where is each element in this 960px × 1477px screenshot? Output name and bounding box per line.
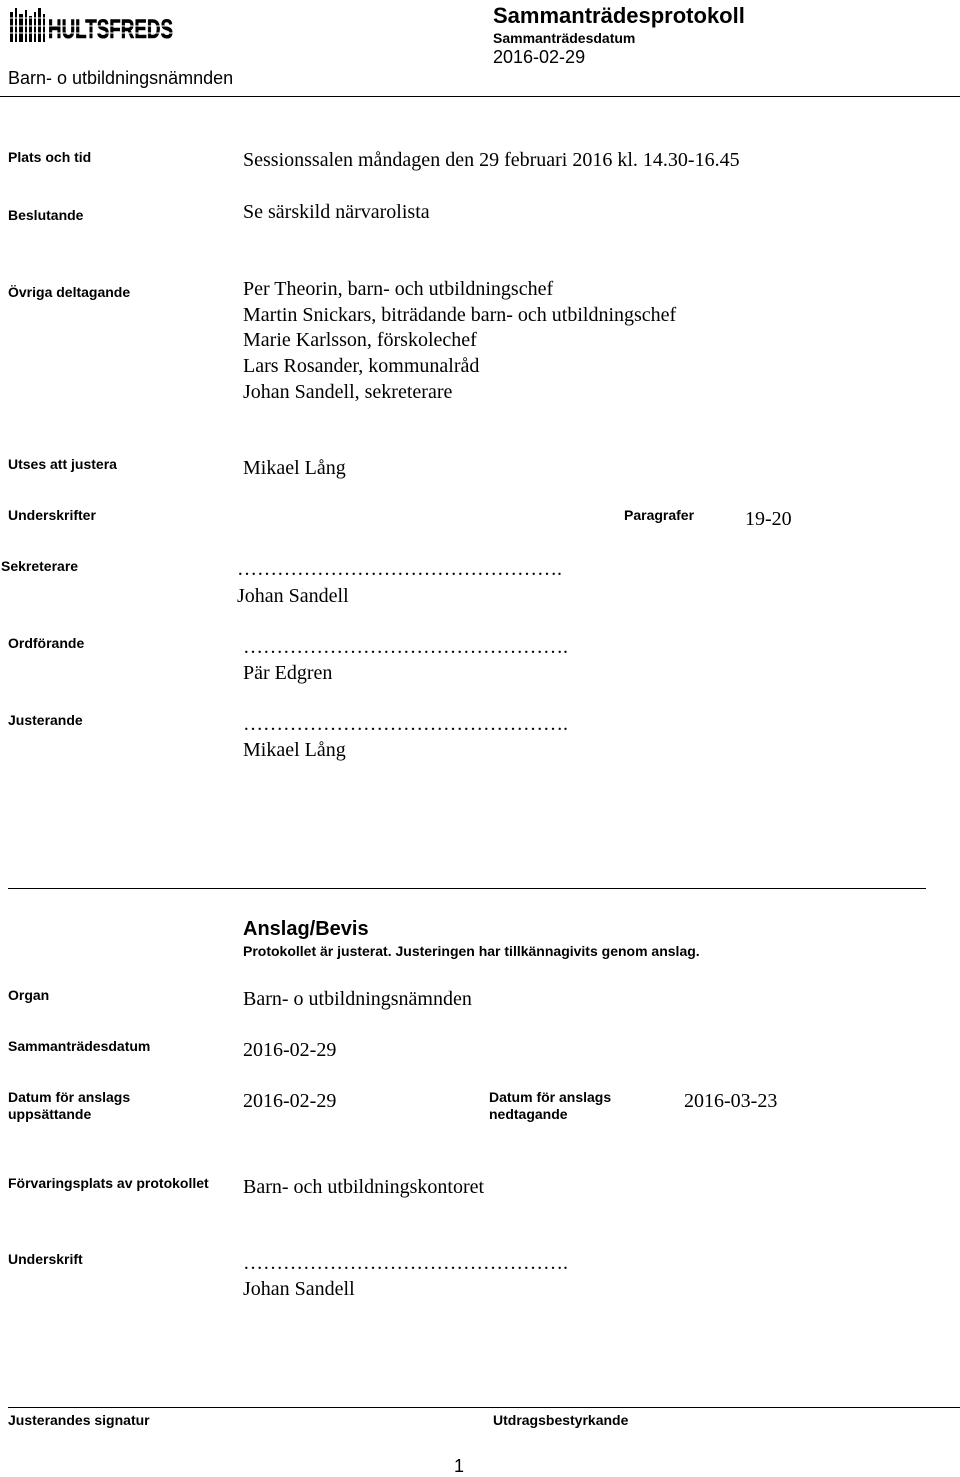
adjuster-signature-line: …………………………………………. [243,713,568,735]
footer-divider [8,1407,960,1408]
organ-value: Barn- o utbildningsnämnden [243,988,472,1010]
paragraphs-value: 19-20 [745,508,792,530]
anslag-title: Anslag/Bevis [243,918,369,940]
meeting-date-value: 2016-02-29 [243,1039,337,1061]
organ-label: Organ [8,987,50,1003]
posted-date-value: 2016-02-29 [243,1090,337,1112]
header-organ: Barn- o utbildningsnämnden [8,68,234,88]
municipality-logo [8,2,175,44]
header-divider [0,96,960,97]
adjuster-name: Mikael Lång [243,739,346,761]
removed-date-label-line2: nedtagande [489,1106,568,1122]
anslag-divider [8,888,926,889]
svg-text:HULTSFREDS: HULTSFREDS [48,14,173,44]
adjust-value: Mikael Lång [243,457,346,479]
adjust-label: Utses att justera [8,456,117,472]
adjusters-signature-label: Justerandes signatur [8,1412,150,1428]
others-item: Lars Rosander, kommunalråd [243,355,480,377]
paragraphs-label: Paragrafer [624,507,695,523]
others-item: Johan Sandell, sekreterare [243,381,453,403]
posted-date-label-line2: uppsättande [8,1106,92,1122]
chair-label: Ordförande [8,635,85,651]
chair-name: Pär Edgren [243,662,333,684]
place-value: Sessionssalen måndagen den 29 februari 2016 kl. 14.30-16.45 [243,149,740,171]
others-item: Martin Snickars, biträdande barn- och utbildningschef [243,304,677,326]
decision-value: Se särskild närvarolista [243,201,430,223]
logo-graphic [8,2,175,44]
anslag-subtitle: Protokollet är justerat. Justeringen har tillkännagivits genom anslag. [243,943,700,959]
place-label: Plats och tid [8,149,92,165]
anslag-signature-name: Johan Sandell [243,1278,355,1300]
page-number: 1 [454,1456,465,1476]
excerpt-certification-label: Utdragsbestyrkande [493,1412,629,1428]
removed-date-value: 2016-03-23 [684,1090,778,1112]
others-label: Övriga deltagande [8,284,131,300]
header-date-value: 2016-02-29 [493,47,586,67]
storage-label: Förvaringsplats av protokollet [8,1175,209,1191]
removed-date-label-line1: Datum för anslags [489,1089,612,1105]
header-date-label: Sammanträdesdatum [493,30,636,46]
adjuster-label: Justerande [8,712,83,728]
signatures-label: Underskrifter [8,507,96,523]
others-item: Per Theorin, barn- och utbildningschef [243,278,554,300]
meeting-date-label: Sammanträdesdatum [8,1038,151,1054]
secretary-label: Sekreterare [1,558,79,574]
document-title: Sammanträdesprotokoll [493,3,745,28]
anslag-signature-line: …………………………………………. [243,1252,568,1274]
chair-signature-line: …………………………………………. [243,636,568,658]
decision-label: Beslutande [8,207,84,223]
secretary-name: Johan Sandell [237,585,349,607]
posted-date-label-line1: Datum för anslags [8,1089,131,1105]
anslag-signature-label: Underskrift [8,1251,83,1267]
storage-value: Barn- och utbildningskontoret [243,1176,485,1198]
secretary-signature-line: …………………………………………. [237,558,562,580]
others-item: Marie Karlsson, förskolechef [243,329,477,351]
